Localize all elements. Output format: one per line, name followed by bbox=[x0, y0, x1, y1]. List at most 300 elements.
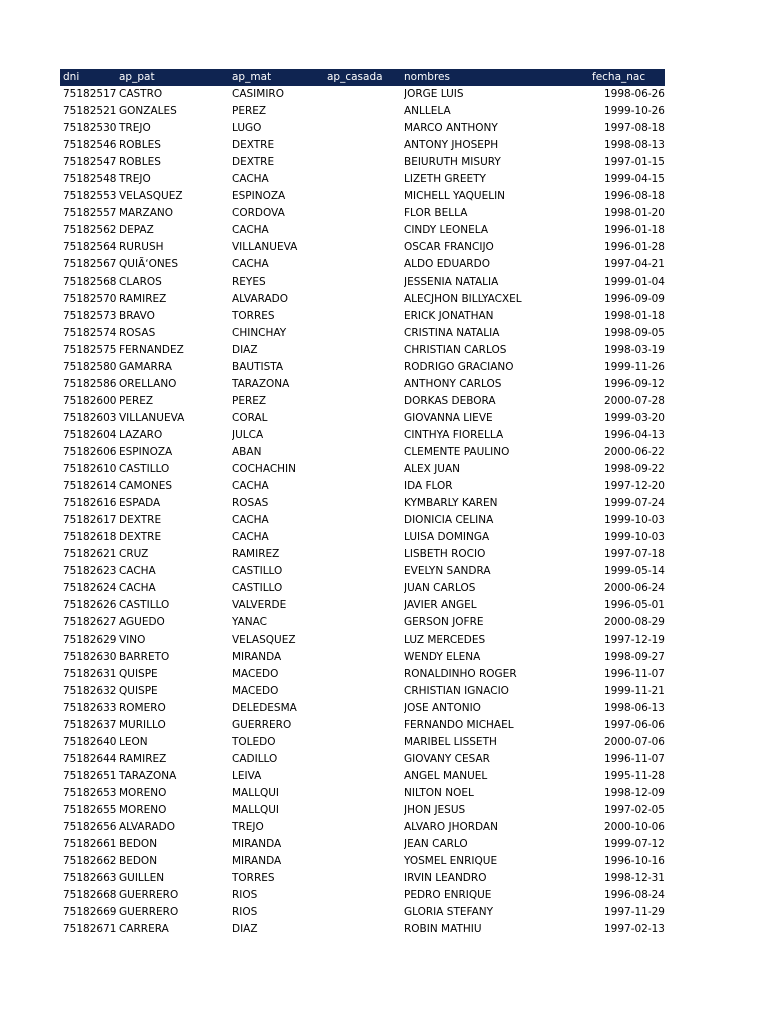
table-row bbox=[60, 836, 665, 853]
cell-ap-casada bbox=[327, 205, 404, 222]
cell-ap-mat: REYES bbox=[232, 275, 266, 288]
cell-ap-casada bbox=[327, 546, 404, 563]
cell-fecha-nac: 1996-01-18 bbox=[603, 224, 665, 237]
cell-ap-mat: TORRES bbox=[232, 309, 275, 322]
cell-ap-casada bbox=[327, 597, 404, 614]
cell-dni: 75182663 bbox=[63, 872, 117, 885]
cell-dni: 75182671 bbox=[63, 923, 117, 936]
table-row bbox=[60, 239, 665, 256]
cell-ap-mat: MIRANDA bbox=[232, 650, 282, 663]
cell-ap-pat: CLAROS bbox=[119, 275, 162, 288]
cell-nombres: ALDO EDUARDO bbox=[404, 258, 490, 271]
cell-fecha-nac: 1998-09-22 bbox=[603, 463, 665, 476]
table-row bbox=[60, 120, 665, 137]
cell-nombres: JHON JESUS bbox=[404, 803, 466, 816]
cell-ap-mat: CASTILLO bbox=[232, 565, 283, 578]
cell-ap-pat: ESPADA bbox=[119, 497, 161, 510]
cell-ap-casada bbox=[327, 836, 404, 853]
cell-ap-mat: CORAL bbox=[232, 411, 268, 424]
cell-nombres: ANLLELA bbox=[404, 105, 451, 118]
cell-ap-casada bbox=[327, 137, 404, 154]
cell-dni: 75182624 bbox=[63, 582, 117, 595]
table-row bbox=[60, 751, 665, 768]
cell-ap-casada bbox=[327, 291, 404, 308]
cell-dni: 75182575 bbox=[63, 343, 117, 356]
cell-dni: 75182632 bbox=[63, 684, 117, 697]
table-row bbox=[60, 222, 665, 239]
table-row bbox=[60, 683, 665, 700]
cell-dni: 75182627 bbox=[63, 616, 117, 629]
cell-ap-pat: TREJO bbox=[119, 173, 151, 186]
cell-dni: 75182616 bbox=[63, 497, 117, 510]
cell-nombres: LUISA DOMINGA bbox=[404, 531, 490, 544]
cell-ap-casada bbox=[327, 751, 404, 768]
cell-ap-mat: CACHA bbox=[232, 173, 269, 186]
table-row bbox=[60, 188, 665, 205]
cell-ap-pat: ROBLES bbox=[119, 156, 161, 169]
cell-fecha-nac: 1999-04-15 bbox=[603, 173, 665, 186]
cell-ap-casada bbox=[327, 274, 404, 291]
cell-ap-casada bbox=[327, 239, 404, 256]
cell-nombres: KYMBARLY KAREN bbox=[404, 497, 498, 510]
cell-ap-pat: GONZALES bbox=[119, 105, 177, 118]
table-row bbox=[60, 256, 665, 273]
cell-nombres: JAVIER ANGEL bbox=[404, 599, 477, 612]
cell-fecha-nac: 2000-06-24 bbox=[603, 582, 665, 595]
cell-nombres: IRVIN LEANDRO bbox=[404, 872, 487, 885]
cell-nombres: JORGE LUIS bbox=[404, 88, 464, 100]
cell-ap-casada bbox=[327, 904, 404, 921]
table-row bbox=[60, 768, 665, 785]
cell-fecha-nac: 1996-11-07 bbox=[603, 667, 665, 680]
cell-fecha-nac: 1998-01-18 bbox=[603, 309, 665, 322]
cell-ap-mat: CACHA bbox=[232, 258, 269, 271]
cell-ap-mat: MACEDO bbox=[232, 684, 279, 697]
cell-ap-pat: BRAVO bbox=[119, 309, 155, 322]
header-fecha-nac: fecha_nac bbox=[592, 71, 646, 83]
cell-nombres: LIZETH GREETY bbox=[404, 173, 486, 186]
cell-ap-mat: ESPINOZA bbox=[232, 190, 286, 203]
table-row bbox=[60, 410, 665, 427]
cell-ap-casada bbox=[327, 376, 404, 393]
table-row bbox=[60, 171, 665, 188]
cell-nombres: WENDY ELENA bbox=[404, 650, 481, 663]
cell-fecha-nac: 1996-04-13 bbox=[603, 428, 665, 441]
table-row bbox=[60, 614, 665, 631]
cell-ap-mat: CHINCHAY bbox=[232, 326, 287, 339]
cell-dni: 75182521 bbox=[63, 105, 117, 118]
cell-ap-mat: JULCA bbox=[232, 428, 264, 441]
cell-fecha-nac: 1996-05-01 bbox=[603, 599, 665, 612]
table-row bbox=[60, 291, 665, 308]
cell-ap-casada bbox=[327, 700, 404, 717]
cell-dni: 75182600 bbox=[63, 394, 117, 407]
cell-nombres: BEIURUTH MISURY bbox=[404, 156, 501, 169]
cell-ap-pat: QUISPE bbox=[119, 667, 158, 680]
cell-ap-casada bbox=[327, 887, 404, 904]
cell-ap-pat: LAZARO bbox=[119, 428, 163, 441]
cell-fecha-nac: 1997-04-21 bbox=[603, 258, 665, 271]
cell-fecha-nac: 1998-09-05 bbox=[603, 326, 665, 339]
cell-ap-pat: RURUSH bbox=[119, 241, 164, 254]
table-row bbox=[60, 444, 665, 461]
cell-dni: 75182614 bbox=[63, 480, 117, 493]
cell-nombres: MARCO ANTHONY bbox=[404, 122, 498, 135]
cell-dni: 75182574 bbox=[63, 326, 117, 339]
table-row bbox=[60, 717, 665, 734]
cell-dni: 75182557 bbox=[63, 207, 117, 220]
cell-ap-pat: MARZANO bbox=[119, 207, 174, 220]
cell-nombres: FERNANDO MICHAEL bbox=[404, 718, 514, 731]
cell-ap-pat: CARRERA bbox=[119, 923, 169, 936]
cell-ap-mat: MIRANDA bbox=[232, 838, 282, 851]
cell-ap-mat: TARAZONA bbox=[232, 377, 290, 390]
cell-ap-mat: CACHA bbox=[232, 531, 269, 544]
cell-fecha-nac: 2000-07-06 bbox=[603, 735, 665, 748]
cell-ap-casada bbox=[327, 683, 404, 700]
cell-ap-pat: TREJO bbox=[119, 122, 151, 135]
cell-fecha-nac: 2000-07-28 bbox=[603, 394, 665, 407]
cell-nombres: IDA FLOR bbox=[404, 480, 453, 493]
cell-ap-casada bbox=[327, 632, 404, 649]
cell-ap-casada bbox=[327, 171, 404, 188]
table-row bbox=[60, 137, 665, 154]
cell-ap-pat: GAMARRA bbox=[119, 360, 172, 373]
cell-ap-pat: CRUZ bbox=[119, 548, 149, 561]
table-row bbox=[60, 427, 665, 444]
cell-ap-casada bbox=[327, 768, 404, 785]
cell-ap-mat: DIAZ bbox=[232, 343, 258, 356]
cell-nombres: GIOVANNA LIEVE bbox=[404, 411, 493, 424]
cell-dni: 75182661 bbox=[63, 838, 117, 851]
cell-fecha-nac: 1996-09-12 bbox=[603, 377, 665, 390]
table-row bbox=[60, 376, 665, 393]
cell-fecha-nac: 1997-12-19 bbox=[603, 633, 665, 646]
cell-ap-mat: LUGO bbox=[232, 122, 262, 135]
cell-nombres: GIOVANY CESAR bbox=[404, 752, 490, 765]
cell-ap-mat: COCHACHIN bbox=[232, 463, 296, 476]
cell-dni: 75182644 bbox=[63, 752, 117, 765]
cell-fecha-nac: 1998-08-13 bbox=[603, 139, 665, 152]
cell-nombres: MARIBEL LISSETH bbox=[404, 735, 497, 748]
cell-dni: 75182564 bbox=[63, 241, 117, 254]
cell-fecha-nac: 1999-03-20 bbox=[603, 411, 665, 424]
cell-nombres: FLOR BELLA bbox=[404, 207, 468, 220]
cell-ap-casada bbox=[327, 86, 404, 103]
header-ap-mat: ap_mat bbox=[232, 71, 272, 83]
cell-nombres: ALVARO JHORDAN bbox=[404, 821, 498, 834]
cell-nombres: JUAN CARLOS bbox=[404, 582, 476, 595]
cell-ap-pat: DEXTRE bbox=[119, 514, 162, 527]
cell-ap-casada bbox=[327, 649, 404, 666]
cell-ap-pat: MORENO bbox=[119, 786, 167, 799]
cell-nombres: JESSENIA NATALIA bbox=[404, 275, 499, 288]
table-row bbox=[60, 342, 665, 359]
cell-nombres: ANTHONY CARLOS bbox=[404, 377, 502, 390]
table-row bbox=[60, 274, 665, 291]
cell-fecha-nac: 1996-09-09 bbox=[603, 292, 665, 305]
cell-ap-casada bbox=[327, 563, 404, 580]
cell-dni: 75182548 bbox=[63, 173, 117, 186]
cell-ap-casada bbox=[327, 478, 404, 495]
cell-ap-pat: ROBLES bbox=[119, 139, 161, 152]
cell-dni: 75182662 bbox=[63, 855, 117, 868]
cell-ap-casada bbox=[327, 120, 404, 137]
cell-ap-mat: DEXTRE bbox=[232, 156, 275, 169]
cell-ap-pat: BEDON bbox=[119, 855, 158, 868]
cell-nombres: LISBETH ROCIO bbox=[404, 548, 486, 561]
table-row bbox=[60, 785, 665, 802]
cell-nombres: JEAN CARLO bbox=[404, 838, 468, 851]
cell-ap-pat: QUIÃ‘ONES bbox=[119, 258, 178, 271]
cell-nombres: CRISTINA NATALIA bbox=[404, 326, 500, 339]
cell-fecha-nac: 1998-06-13 bbox=[603, 701, 665, 714]
cell-ap-mat: RIOS bbox=[232, 906, 258, 919]
cell-ap-pat: BARRETO bbox=[119, 650, 170, 663]
cell-ap-pat: ORELLANO bbox=[119, 377, 177, 390]
cell-ap-pat: LEON bbox=[119, 735, 148, 748]
cell-ap-mat: TREJO bbox=[232, 821, 264, 834]
cell-ap-mat: MIRANDA bbox=[232, 855, 282, 868]
cell-nombres: DIONICIA CELINA bbox=[404, 514, 494, 527]
cell-ap-pat: CASTILLO bbox=[119, 599, 170, 612]
cell-nombres: CINDY LEONELA bbox=[404, 224, 489, 237]
cell-nombres: EVELYN SANDRA bbox=[404, 565, 491, 578]
cell-ap-mat: CACHA bbox=[232, 514, 269, 527]
cell-ap-mat: MALLQUI bbox=[232, 803, 279, 816]
cell-ap-casada bbox=[327, 666, 404, 683]
table-header-row bbox=[60, 69, 665, 86]
cell-dni: 75182546 bbox=[63, 139, 117, 152]
table-row bbox=[60, 887, 665, 904]
table-row bbox=[60, 205, 665, 222]
cell-ap-casada bbox=[327, 785, 404, 802]
table-row bbox=[60, 86, 665, 103]
cell-dni: 75182653 bbox=[63, 786, 117, 799]
cell-dni: 75182606 bbox=[63, 445, 117, 458]
cell-nombres: DORKAS DEBORA bbox=[404, 394, 496, 407]
table-row bbox=[60, 308, 665, 325]
data-table bbox=[60, 69, 665, 938]
table-row bbox=[60, 597, 665, 614]
cell-ap-mat: TORRES bbox=[232, 872, 275, 885]
cell-dni: 75182668 bbox=[63, 889, 117, 902]
cell-ap-mat: ROSAS bbox=[232, 497, 269, 510]
cell-ap-pat: DEXTRE bbox=[119, 531, 162, 544]
cell-dni: 75182633 bbox=[63, 701, 117, 714]
cell-dni: 75182629 bbox=[63, 633, 117, 646]
table-row bbox=[60, 649, 665, 666]
cell-dni: 75182610 bbox=[63, 463, 117, 476]
cell-ap-pat: GUILLEN bbox=[119, 872, 165, 885]
header-nombres: nombres bbox=[404, 71, 450, 83]
cell-dni: 75182621 bbox=[63, 548, 117, 561]
cell-dni: 75182603 bbox=[63, 411, 117, 424]
cell-fecha-nac: 1999-07-24 bbox=[603, 497, 665, 510]
cell-nombres: CINTHYA FIORELLA bbox=[404, 428, 504, 441]
cell-dni: 75182630 bbox=[63, 650, 117, 663]
cell-fecha-nac: 1997-07-18 bbox=[603, 548, 665, 561]
cell-nombres: OSCAR FRANCIJO bbox=[404, 241, 494, 254]
cell-dni: 75182570 bbox=[63, 292, 117, 305]
cell-ap-pat: CACHA bbox=[119, 565, 156, 578]
table-row bbox=[60, 546, 665, 563]
header-ap-pat: ap_pat bbox=[119, 71, 155, 83]
cell-ap-casada bbox=[327, 461, 404, 478]
cell-nombres: ROBIN MATHIU bbox=[404, 923, 482, 936]
cell-ap-pat: VINO bbox=[119, 633, 146, 646]
table-row bbox=[60, 870, 665, 887]
cell-ap-mat: CASIMIRO bbox=[232, 88, 284, 100]
cell-fecha-nac: 1996-11-07 bbox=[603, 752, 665, 765]
cell-ap-pat: CACHA bbox=[119, 582, 156, 595]
cell-fecha-nac: 1997-01-15 bbox=[603, 156, 665, 169]
cell-ap-casada bbox=[327, 427, 404, 444]
cell-fecha-nac: 1996-08-24 bbox=[603, 889, 665, 902]
cell-ap-casada bbox=[327, 325, 404, 342]
cell-ap-casada bbox=[327, 529, 404, 546]
cell-fecha-nac: 1998-09-27 bbox=[603, 650, 665, 663]
table-row bbox=[60, 802, 665, 819]
table-row bbox=[60, 103, 665, 120]
table-row bbox=[60, 632, 665, 649]
cell-dni: 75182568 bbox=[63, 275, 117, 288]
table-row bbox=[60, 529, 665, 546]
cell-nombres: CRHISTIAN IGNACIO bbox=[404, 684, 509, 697]
cell-ap-mat: LEIVA bbox=[232, 769, 262, 782]
cell-ap-casada bbox=[327, 222, 404, 239]
cell-ap-casada bbox=[327, 717, 404, 734]
cell-fecha-nac: 1996-08-18 bbox=[603, 190, 665, 203]
cell-fecha-nac: 1999-11-26 bbox=[603, 360, 665, 373]
table-row bbox=[60, 359, 665, 376]
cell-dni: 75182547 bbox=[63, 156, 117, 169]
cell-ap-mat: CACHA bbox=[232, 224, 269, 237]
cell-dni: 75182626 bbox=[63, 599, 117, 612]
table-row bbox=[60, 512, 665, 529]
cell-ap-casada bbox=[327, 444, 404, 461]
table-row bbox=[60, 393, 665, 410]
cell-dni: 75182617 bbox=[63, 514, 117, 527]
cell-ap-casada bbox=[327, 154, 404, 171]
cell-ap-mat: VILLANUEVA bbox=[232, 241, 298, 254]
cell-ap-pat: DEPAZ bbox=[119, 224, 154, 237]
cell-ap-mat: VALVERDE bbox=[232, 599, 287, 612]
cell-ap-mat: DIAZ bbox=[232, 923, 258, 936]
table-row bbox=[60, 325, 665, 342]
cell-fecha-nac: 1997-02-13 bbox=[603, 923, 665, 936]
cell-fecha-nac: 1997-06-06 bbox=[603, 718, 665, 731]
cell-fecha-nac: 1998-12-31 bbox=[603, 872, 665, 885]
cell-fecha-nac: 1999-10-26 bbox=[603, 105, 665, 118]
table-row bbox=[60, 478, 665, 495]
table-row bbox=[60, 563, 665, 580]
cell-dni: 75182623 bbox=[63, 565, 117, 578]
cell-ap-casada bbox=[327, 256, 404, 273]
header-ap-casada: ap_casada bbox=[327, 71, 383, 83]
cell-ap-pat: ALVARADO bbox=[119, 821, 175, 834]
cell-nombres: RODRIGO GRACIANO bbox=[404, 360, 514, 373]
cell-ap-pat: MURILLO bbox=[119, 718, 166, 731]
header-dni: dni bbox=[63, 71, 80, 83]
cell-ap-pat: ROMERO bbox=[119, 701, 166, 714]
cell-fecha-nac: 1996-10-16 bbox=[603, 855, 665, 868]
cell-ap-casada bbox=[327, 359, 404, 376]
cell-fecha-nac: 1999-11-21 bbox=[603, 684, 665, 697]
cell-ap-mat: PEREZ bbox=[232, 394, 267, 407]
cell-ap-mat: ABAN bbox=[232, 445, 262, 458]
cell-ap-casada bbox=[327, 921, 404, 938]
cell-fecha-nac: 2000-06-22 bbox=[603, 445, 665, 458]
cell-ap-pat: VILLANUEVA bbox=[119, 411, 185, 424]
cell-ap-casada bbox=[327, 819, 404, 836]
cell-ap-casada bbox=[327, 308, 404, 325]
cell-fecha-nac: 1999-07-12 bbox=[603, 838, 665, 851]
cell-dni: 75182637 bbox=[63, 718, 117, 731]
cell-dni: 75182604 bbox=[63, 428, 117, 441]
cell-ap-mat: CADILLO bbox=[232, 752, 278, 765]
cell-fecha-nac: 1998-06-26 bbox=[603, 88, 665, 100]
cell-ap-pat: AGUEDO bbox=[119, 616, 165, 629]
cell-ap-mat: CASTILLO bbox=[232, 582, 283, 595]
cell-ap-casada bbox=[327, 512, 404, 529]
cell-ap-mat: DELEDESMA bbox=[232, 701, 297, 714]
cell-fecha-nac: 1997-08-18 bbox=[603, 122, 665, 135]
cell-ap-mat: MACEDO bbox=[232, 667, 279, 680]
cell-dni: 75182656 bbox=[63, 821, 117, 834]
cell-nombres: NILTON NOEL bbox=[404, 786, 474, 799]
cell-nombres: GLORIA STEFANY bbox=[404, 906, 494, 919]
cell-dni: 75182655 bbox=[63, 803, 117, 816]
cell-dni: 75182631 bbox=[63, 667, 117, 680]
cell-ap-pat: QUISPE bbox=[119, 684, 158, 697]
cell-fecha-nac: 1997-02-05 bbox=[603, 803, 665, 816]
cell-ap-casada bbox=[327, 580, 404, 597]
table-row bbox=[60, 700, 665, 717]
table-row bbox=[60, 853, 665, 870]
cell-dni: 75182586 bbox=[63, 377, 117, 390]
cell-ap-casada bbox=[327, 393, 404, 410]
cell-fecha-nac: 2000-10-06 bbox=[603, 821, 665, 834]
cell-nombres: ALEX JUAN bbox=[404, 463, 461, 476]
table-row bbox=[60, 580, 665, 597]
cell-ap-mat: GUERRERO bbox=[232, 718, 292, 731]
cell-dni: 75182567 bbox=[63, 258, 117, 271]
cell-fecha-nac: 1999-01-04 bbox=[603, 275, 665, 288]
cell-ap-mat: DEXTRE bbox=[232, 139, 275, 152]
cell-ap-pat: CASTRO bbox=[119, 88, 163, 100]
table-row bbox=[60, 904, 665, 921]
cell-fecha-nac: 1999-10-03 bbox=[603, 514, 665, 527]
cell-nombres: MICHELL YAQUELIN bbox=[404, 190, 506, 203]
cell-ap-pat: CAMONES bbox=[119, 480, 172, 493]
cell-nombres: LUZ MERCEDES bbox=[404, 633, 486, 646]
cell-ap-casada bbox=[327, 103, 404, 120]
cell-nombres: GERSON JOFRE bbox=[404, 616, 484, 629]
table-row bbox=[60, 666, 665, 683]
cell-nombres: ANTONY JHOSEPH bbox=[404, 139, 499, 152]
cell-dni: 75182553 bbox=[63, 190, 117, 203]
cell-ap-pat: ROSAS bbox=[119, 326, 156, 339]
cell-ap-mat: MALLQUI bbox=[232, 786, 279, 799]
cell-dni: 75182573 bbox=[63, 309, 117, 322]
cell-fecha-nac: 1998-12-09 bbox=[603, 786, 665, 799]
cell-nombres: RONALDINHO ROGER bbox=[404, 667, 517, 680]
cell-fecha-nac: 1996-01-28 bbox=[603, 241, 665, 254]
cell-fecha-nac: 1999-10-03 bbox=[603, 531, 665, 544]
cell-fecha-nac: 1997-11-29 bbox=[603, 906, 665, 919]
cell-dni: 75182651 bbox=[63, 769, 117, 782]
